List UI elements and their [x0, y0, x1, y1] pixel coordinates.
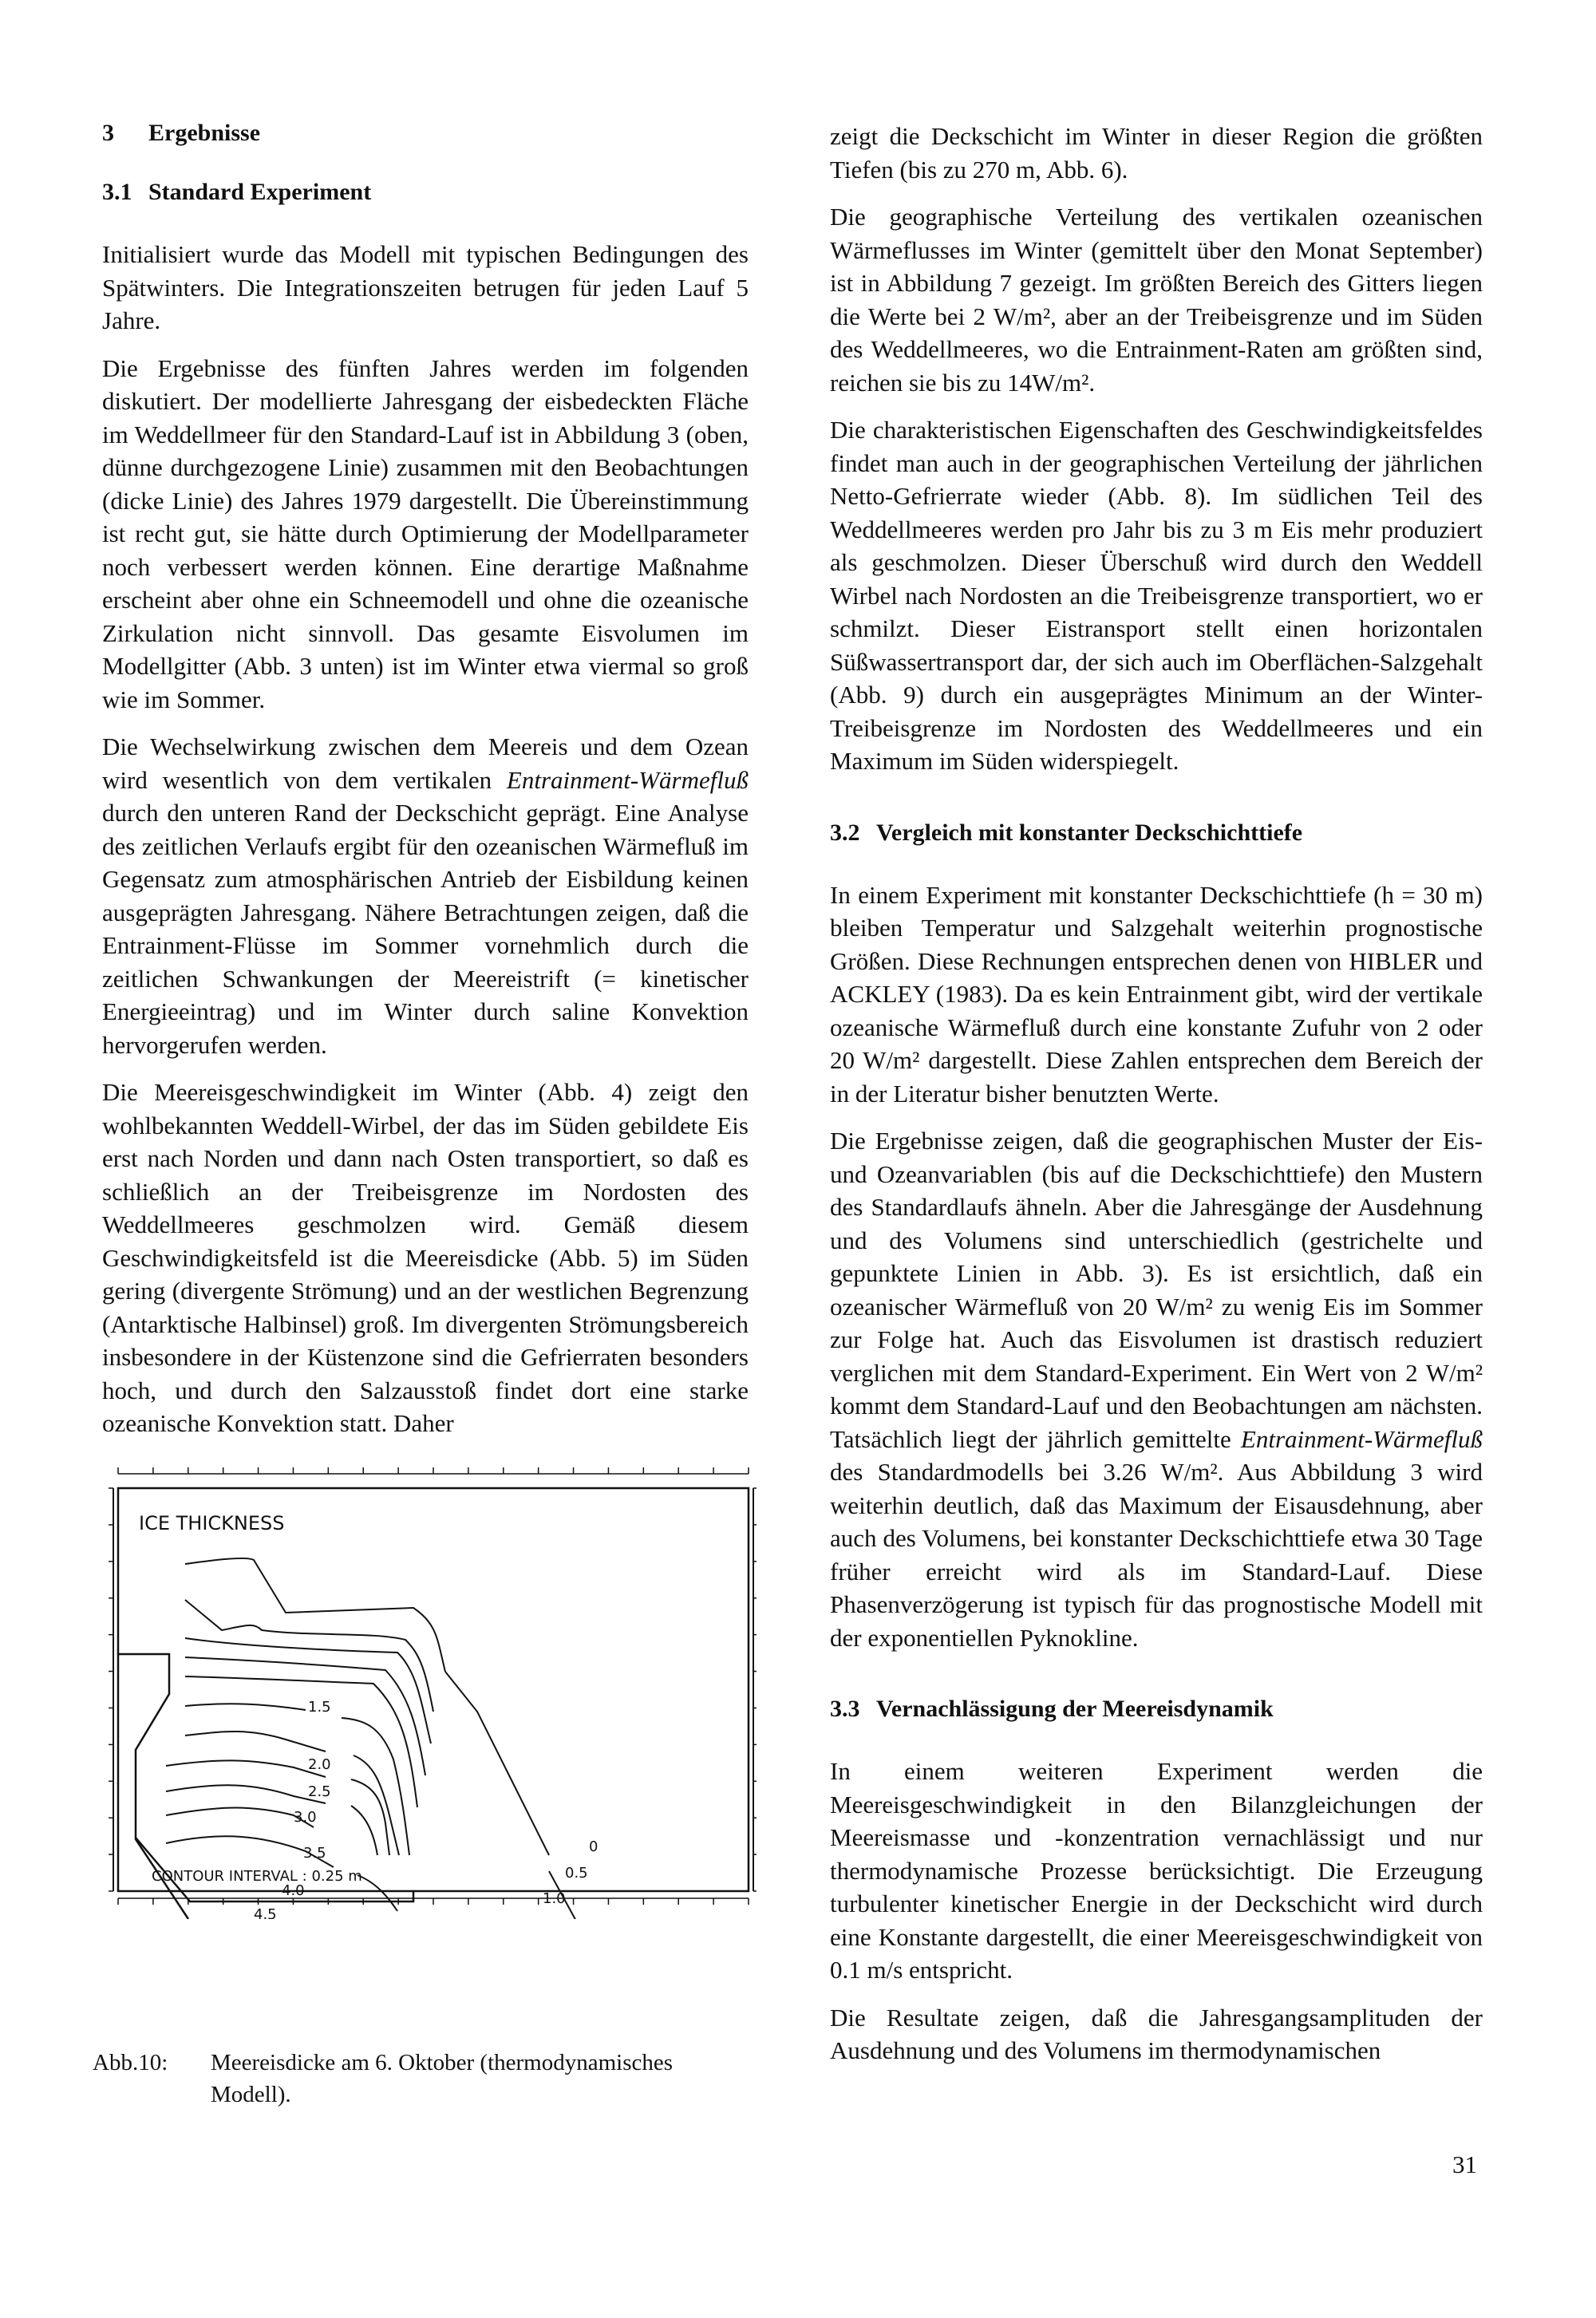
contour-label: 0.5 [565, 1865, 588, 1882]
caption-text: Meereisdicke am 6. Oktober (thermodynamisches Modell). [211, 2050, 674, 2107]
figure-caption [93, 2047, 755, 2111]
contour-label: 1.0 [543, 1890, 566, 1907]
contour-line [185, 1732, 326, 1751]
section-heading: 3 Ergebnisse [102, 120, 261, 146]
contour-interval-legend: CONTOUR INTERVAL : 0.25 m [152, 1868, 362, 1885]
contour-label: 1.5 [308, 1699, 331, 1716]
subsection-heading-3-1: 3.1 Standard Experiment [102, 179, 372, 205]
contour-map [102, 1440, 757, 1919]
contour-line [351, 1806, 377, 1855]
contour-label: 0 [589, 1838, 598, 1855]
contour-label: 4.0 [282, 1882, 305, 1899]
paragraph: Die Resultate zeigen, daß die Jahresgangsamplituden der Ausdehnung und des Volumens im thermodynamischen [830, 2003, 1483, 2064]
page-number: 31 [1452, 2150, 1477, 2178]
contour-2.5 [166, 1785, 326, 1803]
figure-title: ICE THICKNESS [139, 1512, 285, 1534]
contour-line [185, 1676, 417, 1807]
contour-label: 3.0 [294, 1809, 317, 1826]
subsection-heading-3-2: 3.2 Vergleich mit konstanter Deckschichttiefe [830, 819, 1303, 846]
italic-term: Entrainment-Wärmefluß [506, 765, 749, 794]
contour-2.0 [166, 1760, 326, 1777]
left-column [102, 120, 749, 1455]
contour-lines [166, 1558, 597, 1919]
paragraph: Die Ergebnisse des fünften Jahres werden im folgenden diskutiert. Der modellierte Jahresgang der eisbedeckten Fläche im Weddellmeer für den Standard-Lauf ist in Abbildung 3 (oben, dünne durchgezogene Linie) zusammen mit den Beobachtungen (dicke Linie) des Jahres 1979 dargestellt. Die Übereinstimmung ist recht gut, sie hätte durch Optimierung der Modellparameter noch verbessert werden können. Eine derartige Maßnahme erscheint aber ohne ein Schneemodell und ohne die ozeanische Zirkulation nicht sinnvoll. Das gesamte Eisvolumen im Modellgitter (Abb. 3 unten) ist im Winter etwa viermal so groß wie im Sommer. [102, 353, 749, 713]
subsection-heading-3-3: 3.3 Vernachlässigung der Meereisdynamik [830, 1696, 1274, 1722]
contour-label: 3.5 [303, 1845, 326, 1862]
paragraph: In einem Experiment mit konstanter Deckschichttiefe (h = 30 m) bleiben Temperatur und Salzgehalt weiterhin prognostische Größen. Diese Rechnungen entsprechen denen von HIBLER und ACKLEY (1983). Da es kein Entrainment gibt, wird der vertikale ozeanische Wärmefluß durch eine konstante Zufuhr von 2 oder 20 W/m² dargestellt. Diese Zahlen entsprechen dem Bereich der in der Literatur bisher benutzten Werte. [830, 880, 1483, 1108]
contour-line [185, 1558, 445, 1672]
right-column [830, 120, 1483, 2082]
paragraph: Die geographische Verteilung des vertikalen ozeanischen Wärmeflusses im Winter (gemittelt über den Monat September) ist in Abbildung 7 gezeigt. Im größten Bereich des Gitters liegen die Werte bei 2 W/m², aber an der Treibeisgrenze und im Süden des Weddellmeeres, wo die Entrainment-Raten am größten sind, reichen sie bis zu 14W/m². [830, 203, 1483, 397]
contour-line [185, 1657, 425, 1775]
contour-3.0 [166, 1808, 314, 1827]
contour-label: 4.5 [254, 1906, 277, 1919]
paragraph: Initialisiert wurde das Modell mit typischen Bedingungen des Spätwinters. Die Integrationszeiten betrugen für jeden Lauf 5 Jahre. [102, 240, 749, 334]
contour-line [358, 1875, 397, 1911]
paragraph: Die charakteristischen Eigenschaften des Geschwindigkeitsfeldes findet man auch in der geographischen Verteilung der jährlichen Netto-Gefrierrate wieder (Abb. 8). Im südlichen Teil des Weddellmeeres werden pro Jahr bis zu 3 m Eis mehr produziert als geschmolzen. Dieser Überschuß wird durch den Weddell Wirbel nach Nordosten an die Treibeisgrenze transportiert, wo er schmilzt. Dieser Eistransport stellt einen horizontalen Süßwassertransport dar, der sich auch im Oberflächen-Salzgehalt (Abb. 9) durch ein ausgeprägtes Minimum an der Winter-Treibeisgrenze im Nordosten des Weddellmeeres und ein Maximum im Süden widerspiegelt. [830, 416, 1483, 775]
contour-line [185, 1600, 433, 1712]
contour-line [351, 1779, 389, 1855]
contour-label: 2.0 [308, 1756, 331, 1773]
contour-line [185, 1638, 431, 1743]
paragraph: zeigt die Deckschicht im Winter in dieser Region die größten Tiefen (bis zu 270 m, Abb. 6). [830, 122, 1483, 184]
paragraph: Die Wechselwirkung zwischen dem Meereis und dem Ozean wird wesentlich von dem vertikalen Entrainment-Wärmefluß durch den unteren Rand der Deckschicht geprägt. Eine Analyse des zeitlichen Verlaufs ergibt für den ozeanischen Wärmefluß im Gegensatz zum atmosphärischen Antrieb der Eisbildung keinen ausgeprägten Jahresgang. Nähere Betrachtungen zeigen, daß die Entrainment-Flüsse im Sommer vornehmlich durch die zeitlichen Schwankungen der Meereistrift (= kinetischer Energieeintrag) und im Winter durch saline Konvektion hervorgerufen werden. [102, 733, 749, 1059]
paragraph: Die Meereisgeschwindigkeit im Winter (Abb. 4) zeigt den wohlbekannten Weddell-Wirbel, der das im Süden gebildete Eis erst nach Norden und dann nach Osten transportiert, so daß es schließlich an der Treibeisgrenze im Nordosten des Weddellmeeres geschmolzen wird. Gemäß diesem Geschwindigkeitsfeld ist die Meereisdicke (Abb. 5) im Süden gering (divergente Strömung) und an der westlichen Begrenzung (Antarktische Halbinsel) groß. Im divergenten Strömungsbereich insbesondere in der Küstenzone sind die Gefrierraten besonders hoch, und durch den Salzausstoß findet dort eine starke ozeanische Konvektion statt. Daher [102, 1078, 749, 1437]
italic-term: Entrainment-Wärmefluß [1240, 1424, 1483, 1453]
map-frame [118, 1488, 749, 1891]
paragraph: In einem weiteren Experiment werden die Meereisgeschwindigkeit in den Bilanzgleichungen der Meereismasse und -konzentration vernachlässigt und nur thermodynamische Prozesse berücksichtigt. Die Erzeugung turbulenter kinetischer Energie in der Deckschicht wird durch eine Konstante dargestellt, die einer Meereisgeschwindigkeit von 0.1 m/s entspricht. [830, 1757, 1483, 1984]
contour-label: 2.5 [308, 1783, 331, 1800]
top-tick-axis [118, 1467, 749, 1474]
contour-line [354, 1755, 399, 1855]
caption-label: Abb.10: [93, 2050, 168, 2075]
contour-1.5 [185, 1704, 306, 1710]
figure-ice-thickness [102, 1440, 757, 1919]
contour-1.5b [342, 1718, 409, 1855]
contour-0 [445, 1672, 549, 1855]
figure-labels [139, 1512, 598, 1919]
paragraph: Die Ergebnisse zeigen, daß die geographischen Muster der Eis- und Ozeanvariablen (bis auf die Deckschichttiefe) den Mustern des Standardlaufs ähneln. Aber die Jahresgänge der Ausdehnung und des Volumens sind unterschiedlich (gestrichelte und gepunktete Linien in Abb. 3). Es ist ersichtlich, daß ein ozeanischer Wärmefluß von 20 W/m² zu wenig Eis im Sommer zur Folge hat. Auch das Eisvolumen ist drastisch reduziert verglichen mit dem Standard-Experiment. Ein Wert von 2 W/m² kommt dem Standard-Lauf und den Beobachtungen am nächsten. Tatsächlich liegt der jährlich gemittelte Entrainment-Wärmefluß des Standardmodells bei 3.26 W/m². Aus Abbildung 3 wird weiterhin deutlich, daß das Maximum der Eisausdehnung, aber auch des Volumens, bei konstanter Deckschichttiefe etwa 30 Tage früher erreicht wird als im Standard-Lauf. Diese Phasenverzögerung ist typisch für das prognostische Modell mit der exponentiellen Pyknokline. [830, 1127, 1483, 1652]
